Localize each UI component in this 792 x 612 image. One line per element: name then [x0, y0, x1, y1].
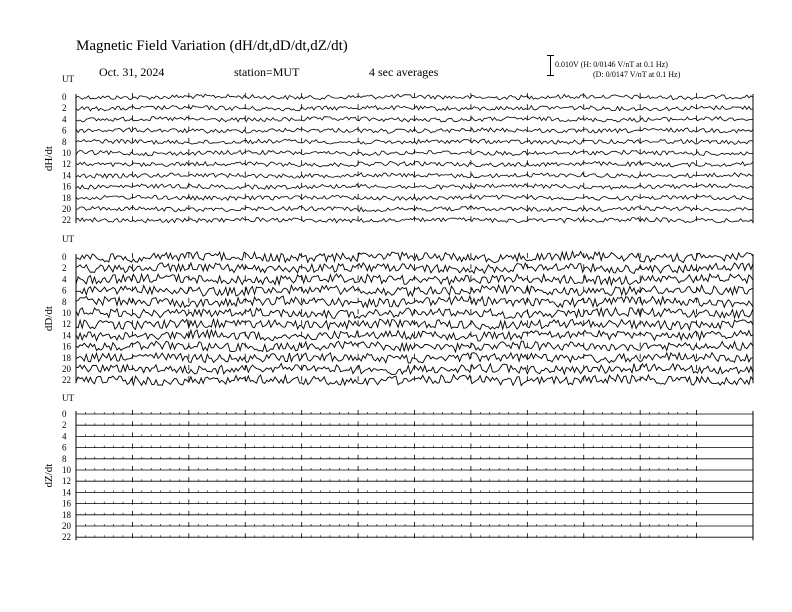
row-label: 20	[62, 364, 71, 374]
row-label: 8	[62, 453, 67, 464]
scale-note: (D: 0/0147 V/nT at 0.1 Hz)	[593, 70, 681, 79]
row-label: 8	[62, 136, 67, 147]
ut-label: UT	[62, 234, 74, 244]
panel-dZ-dt	[43, 393, 753, 542]
row-label: 8	[62, 296, 67, 307]
row-label: 2	[62, 103, 67, 114]
row-label: 4	[62, 431, 67, 442]
row-label: 22	[62, 215, 71, 226]
ut-label: UT	[62, 74, 74, 84]
row-label: 12	[62, 476, 71, 487]
panel-ylabel: dZ/dt	[43, 463, 55, 488]
row-label: 6	[62, 442, 67, 453]
scale-value: 0.010V (H: 0/0146 V/nT at 0.1 Hz)	[555, 60, 668, 69]
panel-ylabel: dH/dt	[43, 146, 55, 172]
row-label: 20	[62, 204, 71, 214]
row-label: 18	[62, 352, 71, 363]
row-label: 18	[62, 192, 71, 203]
row-label: 0	[62, 252, 67, 262]
row-label: 14	[62, 170, 71, 181]
chart-title: Magnetic Field Variation (dH/dt,dD/dt,dZ/dt)	[76, 38, 348, 54]
row-label: 10	[62, 465, 71, 475]
row-label: 0	[62, 409, 67, 419]
row-label: 2	[62, 420, 67, 431]
row-label: 4	[62, 274, 67, 285]
panel-dD-dt	[43, 234, 753, 386]
row-label: 18	[62, 509, 71, 520]
row-label: 4	[62, 114, 67, 125]
row-label: 16	[62, 181, 71, 192]
row-label: 16	[62, 498, 71, 509]
row-label: 0	[62, 92, 67, 102]
row-label: 2	[62, 263, 67, 274]
row-label: 22	[62, 375, 71, 386]
row-label: 6	[62, 125, 67, 136]
panel-ylabel: dD/dt	[43, 306, 55, 332]
panel-dH-dt	[43, 74, 753, 225]
row-label: 22	[62, 532, 71, 543]
ut-label: UT	[62, 393, 74, 403]
averages-label: 4 sec averages	[369, 65, 439, 79]
row-label: 6	[62, 285, 67, 296]
station-label: station=MUT	[234, 65, 300, 79]
row-label: 14	[62, 330, 71, 341]
row-label: 12	[62, 319, 71, 330]
date-label: Oct. 31, 2024	[99, 65, 165, 79]
row-label: 10	[62, 148, 71, 158]
row-label: 12	[62, 159, 71, 170]
row-label: 16	[62, 341, 71, 352]
row-label: 10	[62, 308, 71, 318]
row-label: 14	[62, 487, 71, 498]
row-label: 20	[62, 521, 71, 531]
